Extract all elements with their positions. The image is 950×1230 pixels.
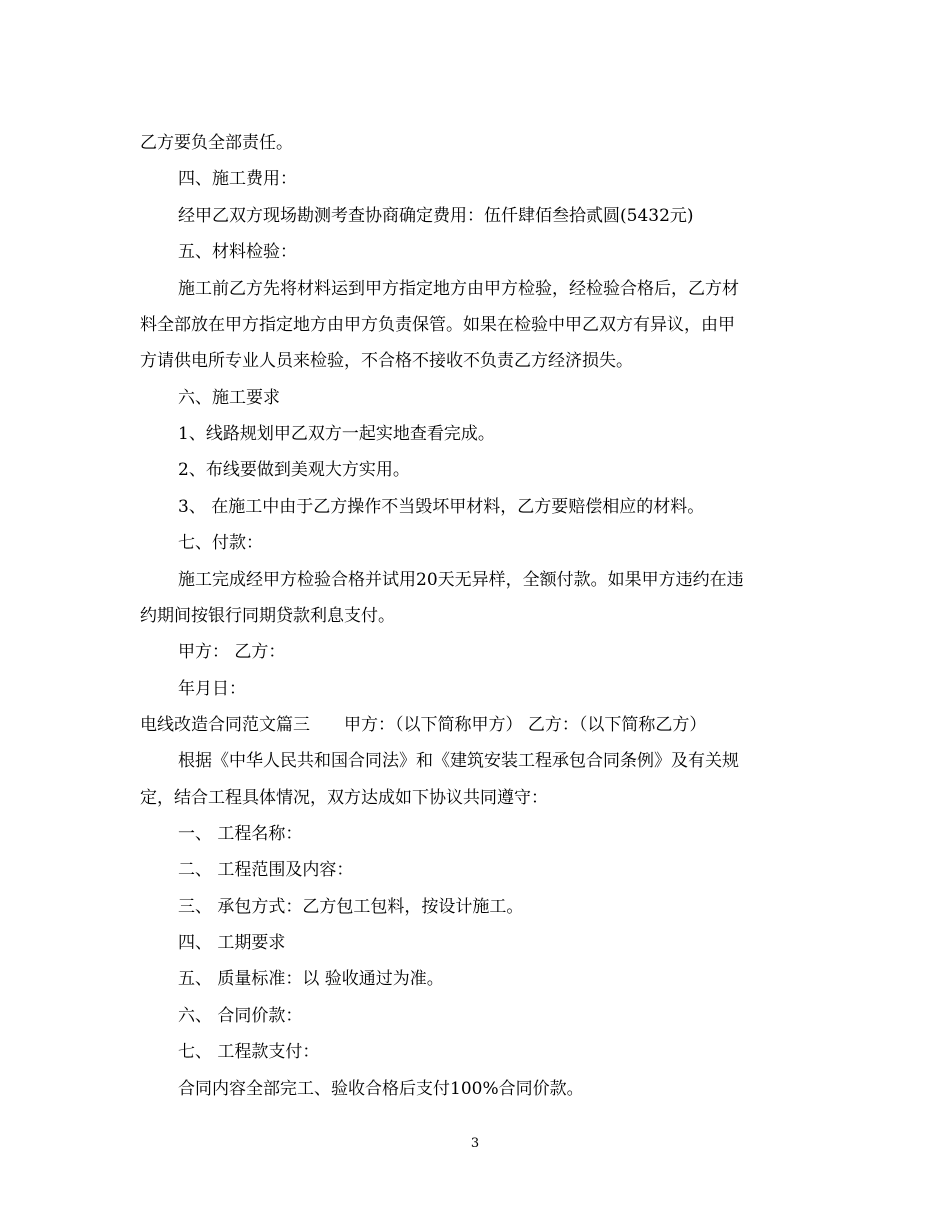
- section-heading: 五、材料检验：: [178, 242, 297, 262]
- text-line: 施工前乙方先将材料运到甲方指定地方由甲方检验，经检验合格后，乙方材: [178, 279, 739, 299]
- text-line: 经甲乙双方现场勘测考查协商确定费用：伍仟肆佰叁拾贰圆(5432元): [178, 206, 694, 226]
- section-heading: 四、施工费用：: [178, 169, 297, 189]
- page-number: 3: [470, 1136, 480, 1151]
- clause-item: 四、 工期要求: [178, 933, 286, 953]
- contract-title-line: 电线改造合同范文篇三 甲方：（以下简称甲方） 乙方：（以下简称乙方）: [140, 715, 707, 735]
- list-item: 2、布线要做到美观大方实用。: [178, 460, 410, 480]
- text-line: 合同内容全部完工、验收合格后支付100%合同价款。: [178, 1079, 584, 1099]
- date-line: 年月日：: [178, 679, 246, 699]
- clause-item: 七、 工程款支付：: [178, 1042, 320, 1062]
- section-heading: 七、付款：: [178, 533, 263, 553]
- clause-item: 一、 工程名称：: [178, 824, 303, 844]
- clause-item: 五、 质量标准：以 验收通过为准。: [178, 969, 444, 989]
- section-heading: 六、施工要求: [178, 388, 280, 408]
- clause-item: 三、 承包方式：乙方包工包料，按设计施工。: [178, 897, 524, 917]
- text-line: 施工完成经甲方检验合格并试用20天无异样，全额付款。如果甲方违约在违: [178, 570, 744, 590]
- clause-item: 二、 工程范围及内容：: [178, 860, 354, 880]
- text-line: 乙方要负全部责任。: [140, 133, 293, 153]
- list-item: 1、线路规划甲乙双方一起实地查看完成。: [178, 424, 495, 444]
- signature-line: 甲方： 乙方：: [178, 642, 286, 662]
- list-item: 3、 在施工中由于乙方操作不当毁坏甲材料，乙方要赔偿相应的材料。: [178, 497, 705, 517]
- text-line: 方请供电所专业人员来检验，不合格不接收不负责乙方经济损失。: [140, 351, 633, 371]
- text-line: 料全部放在甲方指定地方由甲方负责保管。如果在检验中甲乙双方有异议，由甲: [140, 315, 735, 335]
- text-line: 约期间按银行同期贷款利息支付。: [140, 606, 395, 626]
- clause-item: 六、 合同价款：: [178, 1006, 303, 1026]
- text-line: 根据《中华人民共和国合同法》和《建筑安装工程承包合同条例》及有关规: [178, 751, 739, 771]
- text-line: 定，结合工程具体情况，双方达成如下协议共同遵守：: [140, 788, 548, 808]
